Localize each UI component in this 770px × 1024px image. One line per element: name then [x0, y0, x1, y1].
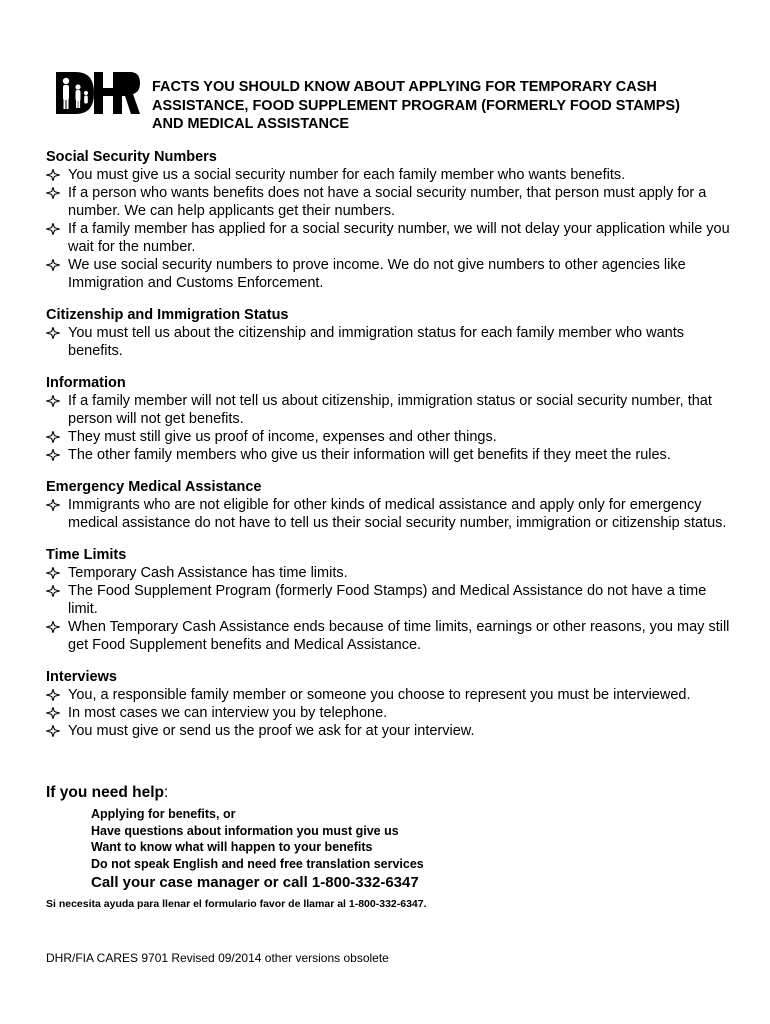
star-bullet-icon — [46, 707, 60, 719]
star-bullet-icon — [46, 499, 60, 511]
bullet-item — [46, 184, 736, 220]
star-bullet-icon — [46, 567, 60, 579]
star-bullet-icon — [46, 725, 60, 737]
star-bullet-icon — [46, 327, 60, 339]
bullet-item — [46, 166, 736, 184]
bullet-item — [46, 704, 736, 722]
star-bullet-icon — [46, 395, 60, 407]
help-heading-text: If you need help — [46, 784, 164, 801]
section-heading: Information — [46, 375, 126, 391]
section-time-limits — [46, 546, 736, 654]
bullet-text: If a family member will not tell us about citizenship, immigration status or social security number, that person will not get benefits. — [68, 393, 712, 427]
bullet-item — [46, 686, 736, 704]
bullet-item — [46, 582, 736, 618]
spanish-note: Si necesita ayuda para llenar el formulario favor de llamar al 1-800-332-6347. — [46, 898, 427, 910]
document-title — [152, 78, 742, 134]
bullet-text: You, a responsible family member or someone you choose to represent you must be interviewed. — [68, 687, 691, 703]
dhr-logo-icon — [54, 68, 140, 118]
star-bullet-icon — [46, 187, 60, 199]
bullet-item — [46, 220, 736, 256]
help-section — [46, 784, 736, 892]
section-citizenship — [46, 306, 736, 360]
help-items — [91, 806, 736, 872]
bullet-text: When Temporary Cash Assistance ends because of time limits, earnings or other reasons, you may still get Food Supplement benefits and Medical Assistance. — [68, 619, 730, 653]
bullet-text: You must tell us about the citizenship and immigration status for each family member who wants benefits. — [68, 325, 685, 359]
bullet-item — [46, 496, 736, 532]
section-social-security — [46, 148, 736, 292]
bullet-item — [46, 324, 736, 360]
bullet-item — [46, 564, 736, 582]
help-call-line: Call your case manager or call 1-800-332-6347 — [91, 874, 419, 891]
bullet-text: You must give or send us the proof we ask for at your interview. — [68, 723, 475, 739]
help-item: Do not speak English and need free translation services — [91, 856, 424, 871]
section-interviews — [46, 668, 736, 740]
section-heading: Time Limits — [46, 547, 127, 563]
section-heading: Interviews — [46, 669, 117, 685]
bullet-item — [46, 428, 736, 446]
help-heading — [46, 784, 736, 802]
sections-container — [46, 148, 736, 754]
bullet-text: If a person who wants benefits does not have a social security number, that person must apply for a number. We can help applicants get their numbers. — [68, 185, 707, 219]
bullet-text: Temporary Cash Assistance has time limits. — [68, 565, 348, 581]
title-line: ASSISTANCE, FOOD SUPPLEMENT PROGRAM (FORMERLY FOOD STAMPS) — [152, 97, 680, 114]
star-bullet-icon — [46, 431, 60, 443]
title-line: AND MEDICAL ASSISTANCE — [152, 116, 350, 132]
form-footer: DHR/FIA CARES 9701 Revised 09/2014 other versions obsolete — [46, 951, 389, 965]
title-line: FACTS YOU SHOULD KNOW ABOUT APPLYING FOR TEMPORARY CASH — [152, 79, 657, 95]
bullet-text: We use social security numbers to prove income. We do not give numbers to other agencies like Immigration and Customs Enforcement. — [68, 257, 686, 291]
section-heading: Emergency Medical Assistance — [46, 479, 262, 495]
section-emergency-medical — [46, 478, 736, 532]
bullet-item — [46, 392, 736, 428]
bullet-text: The Food Supplement Program (formerly Food Stamps) and Medical Assistance do not have a time limit. — [68, 583, 707, 617]
star-bullet-icon — [46, 621, 60, 633]
star-bullet-icon — [46, 689, 60, 701]
help-item: Have questions about information you must give us — [91, 823, 399, 838]
bullet-text: Immigrants who are not eligible for other kinds of medical assistance and apply only for emergency medical assistance do not have to tell us their social security number, immigration or citizenship status. — [68, 497, 727, 531]
bullet-text: If a family member has applied for a social security number, we will not delay your application while you wait for the number. — [68, 221, 730, 255]
star-bullet-icon — [46, 223, 60, 235]
section-heading: Citizenship and Immigration Status — [46, 307, 289, 323]
star-bullet-icon — [46, 585, 60, 597]
section-information — [46, 374, 736, 464]
star-bullet-icon — [46, 169, 60, 181]
help-item: Applying for benefits, or — [91, 807, 236, 821]
bullet-item — [46, 256, 736, 292]
bullet-text: You must give us a social security number for each family member who wants benefits. — [68, 167, 626, 183]
help-item: Want to know what will happen to your benefits — [91, 840, 373, 854]
bullet-item — [46, 618, 736, 654]
bullet-item — [46, 722, 736, 740]
bullet-item — [46, 446, 736, 464]
bullet-text: The other family members who give us their information will get benefits if they meet the rules. — [68, 447, 671, 463]
bullet-text: In most cases we can interview you by telephone. — [68, 705, 388, 721]
star-bullet-icon — [46, 449, 60, 461]
help-heading-colon: : — [163, 784, 169, 801]
section-heading: Social Security Numbers — [46, 149, 217, 165]
bullet-text: They must still give us proof of income, expenses and other things. — [68, 429, 497, 445]
star-bullet-icon — [46, 259, 60, 271]
